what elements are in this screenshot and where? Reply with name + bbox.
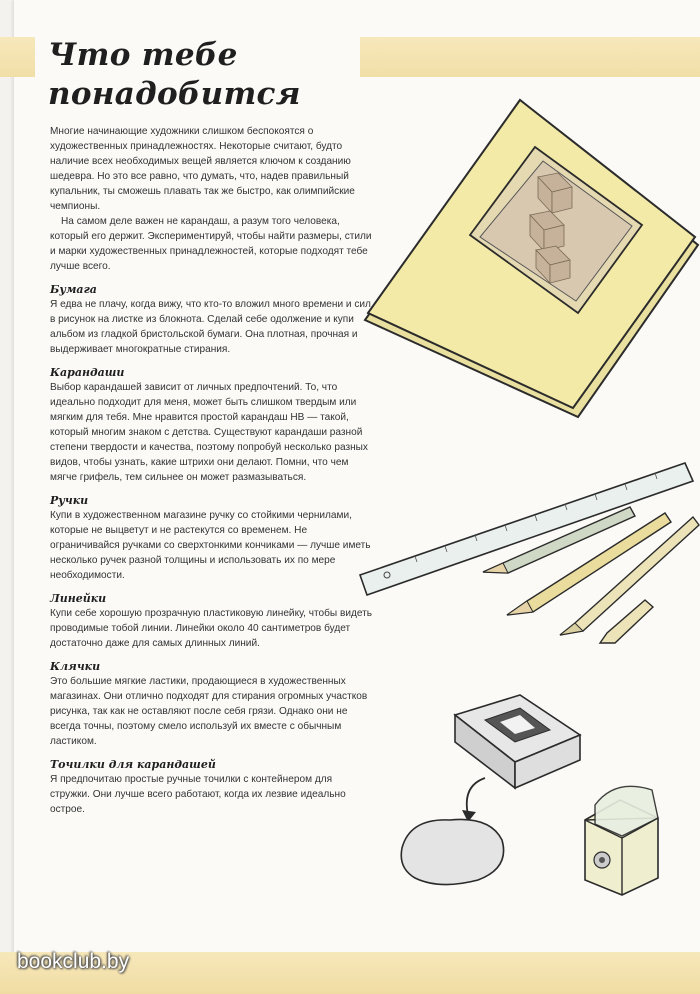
section-text-rulers: Купи себе хорошую прозрачную пластиковую линейку, чтобы видеть проводимые тобой линии. Линейки около 40 сантиметров будет достаточно даже для самых длинных линий. xyxy=(50,608,373,649)
watermark: bookclub.by xyxy=(17,950,130,973)
section-heading-sharpeners: Точилки для карандашей xyxy=(50,758,216,771)
intro-paragraph-1: Многие начинающие художники слишком беспокоятся о художественных принадлежностях. Некоторые считают, будто наличие всех необходимых вещей является ключом к созданию шедевра. Но это все равно, что думать, что, надев правильный купальник, ты сможешь плавать так же быстро, как олимпийские чемпионы. xyxy=(50,126,355,212)
text-column xyxy=(50,124,372,817)
sketchbook-illustration xyxy=(360,95,700,430)
section-heading-rulers: Линейки xyxy=(50,592,107,605)
arrow-icon xyxy=(467,778,485,815)
kneaded-eraser xyxy=(401,819,503,884)
section-text-pencils: Выбор карандашей зависит от личных предпочтений. То, что идеально подходит для меня, может быть слишком твердым или мягким для тебя. Мне нравится простой карандаш HB — такой, который многим знаком с детства. Существуют карандаши разной степени твердости и качества, поэтому попробуй несколько разных видов, чтобы узнать, какие штрихи они делают. Помни, что чем мягче грифель, тем сильнее он может размазываться. xyxy=(50,382,368,483)
section-heading-kneaded-erasers: Клячки xyxy=(50,660,101,673)
section-heading-paper: Бумага xyxy=(50,283,97,296)
section-heading-pencils: Карандаши xyxy=(50,366,125,379)
page-title: Что тебе понадобится xyxy=(48,37,301,112)
section-text-sharpeners: Я предпочитаю простые ручные точилки с контейнером для стружки. Они лучше всего работают, когда их лезвие идеально острое. xyxy=(50,774,346,815)
intro-paragraph-2: На самом деле важен не карандаш, а разум того человека, который его держит. Экспериментируй, чтобы найти размеры, стили и марки художественных принадлежностей, которые подходят тебе лучше всего. xyxy=(50,216,372,272)
section-heading-pens: Ручки xyxy=(50,494,89,507)
section-text-kneaded-erasers: Это большие мягкие ластики, продающиеся в художественных магазинах. Они отлично подходят для стирания огромных участков рисунка, так как не оставляют после себя грязи. Однако они не всегда точны, поэтому смело используй их вместе с обычным ластиком. xyxy=(50,676,368,747)
pencil-sharpener xyxy=(585,786,658,895)
section-text-paper: Я едва не плачу, когда вижу, что кто-то вложил много времени и сил в рисунок на листке из блокнота. Сделай себе одолжение и купи альбом из гладкой бристольской бумаги. Она плотная, прочная и выдерживает многократные стирания. xyxy=(50,299,371,355)
eraser-box xyxy=(455,695,580,788)
ruler-pencils-illustration xyxy=(355,455,700,655)
section-text-pens: Купи в художественном магазине ручку со стойкими чернилами, которые не выцветут и не растекутся со временем. Не ограничивайся ручками со сверхтонкими кончиками — лучше иметь несколько ручек разной толщины и использовать их по мере необходимости. xyxy=(50,510,371,581)
erasers-sharpener-illustration xyxy=(390,690,690,905)
